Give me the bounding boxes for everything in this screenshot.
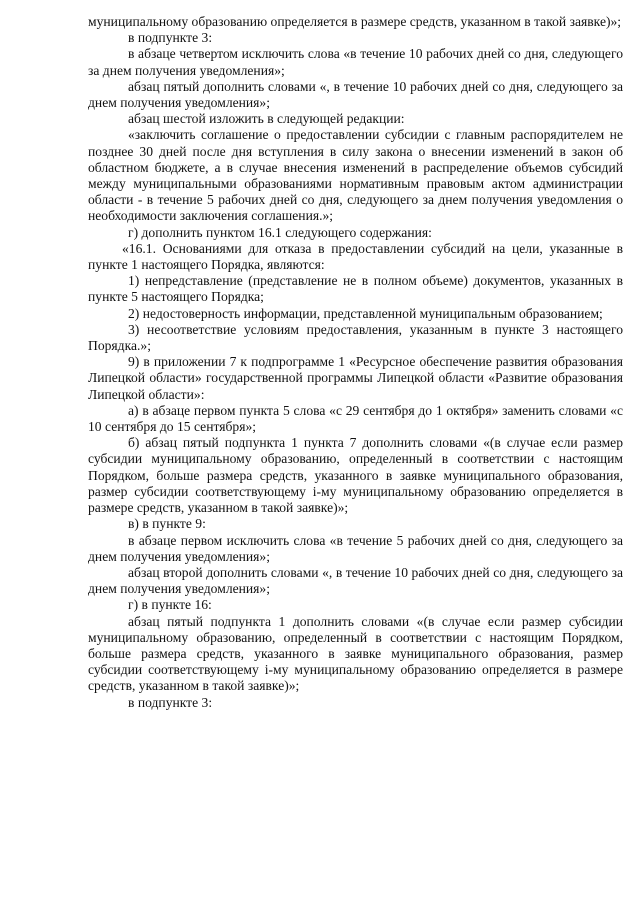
paragraph: г) в пункте 16: xyxy=(128,597,212,613)
paragraph: абзац пятый подпункта 1 дополнить словами «(в случае если размер субсидии муниципальному образованию, определенный в соответствии с настоящим Порядком, больше размера средств, указанного в заявке муниципального образования, размер субсидии соответствующему i-му муниципальному образованию определяется в размере средств, указанном в такой заявке)»; xyxy=(88,613,623,694)
paragraph: в подпункте 3: xyxy=(128,694,213,710)
paragraph: 9) в приложении 7 к подпрограмме 1 «Ресурсное обеспечение развития образования Липецкой области» государственной программы Липецкой области «Развитие образования Липецкой области»: xyxy=(88,354,623,402)
paragraph: г) дополнить пунктом 16.1 следующего содержания: xyxy=(128,224,432,240)
paragraph: муниципальному образованию определяется в размере средств, указанном в такой заявке)»; xyxy=(88,14,622,29)
paragraph: а) в абзаце первом пункта 5 слова «с 29 сентября до 1 октября» заменить словами «с 10 сентября до 15 сентября»; xyxy=(88,402,623,435)
paragraph: в подпункте 3: xyxy=(128,30,213,46)
paragraph: 1) непредставление (представление не в полном объеме) документов, указанных в пункте 5 настоящего Порядка; xyxy=(88,273,623,305)
paragraph: «16.1. Основаниями для отказа в предоставлении субсидий на цели, указанные в пункте 1 настоящего Порядка, являются: xyxy=(88,240,623,273)
paragraph: 2) недостоверность информации, представленной муниципальным образованием; xyxy=(128,305,603,321)
document-body xyxy=(88,14,623,711)
paragraph: в) в пункте 9: xyxy=(128,516,206,532)
paragraph: 3) несоответствие условиям предоставления, указанным в пункте 3 настоящего Порядка.»; xyxy=(88,321,623,354)
paragraph: абзац шестой изложить в следующей редакции: xyxy=(128,111,405,127)
paragraph: абзац второй дополнить словами «, в течение 10 рабочих дней со дня, следующего за днем получения уведомления»; xyxy=(88,564,623,597)
paragraph: б) абзац пятый подпункта 1 пункта 7 дополнить словами «(в случае если размер субсидии муниципальному образованию, определенный в соответствии с настоящим Порядком, больше размера средств, указанного в заявке муниципального образования, размер субсидии соответствующему i-му муниципальному образованию определяется в размере средств, указанном в такой заявке)»; xyxy=(88,435,623,516)
paragraph: в абзаце четвертом исключить слова «в течение 10 рабочих дней со дня, следующего за днем получения уведомления»; xyxy=(88,46,623,78)
paragraph: абзац пятый дополнить словами «, в течение 10 рабочих дней со дня, следующего за днем получения уведомления»; xyxy=(88,78,623,111)
paragraph: в абзаце первом исключить слова «в течение 5 рабочих дней со дня, следующего за днем получения уведомления»; xyxy=(88,532,623,564)
paragraph: «заключить соглашение о предоставлении субсидии с главным распорядителем не позднее 30 дней после дня вступления в силу закона о внесении изменений в закон об областном бюджете, а в случае внесения изменений в распределение объемов субсидий между муниципальными образованиями нормативным правовым актом администрации области - в течение 5 рабочих дней со дня, следующего за днем получения уведомления о необходимости заключения соглашения.»; xyxy=(88,127,623,224)
